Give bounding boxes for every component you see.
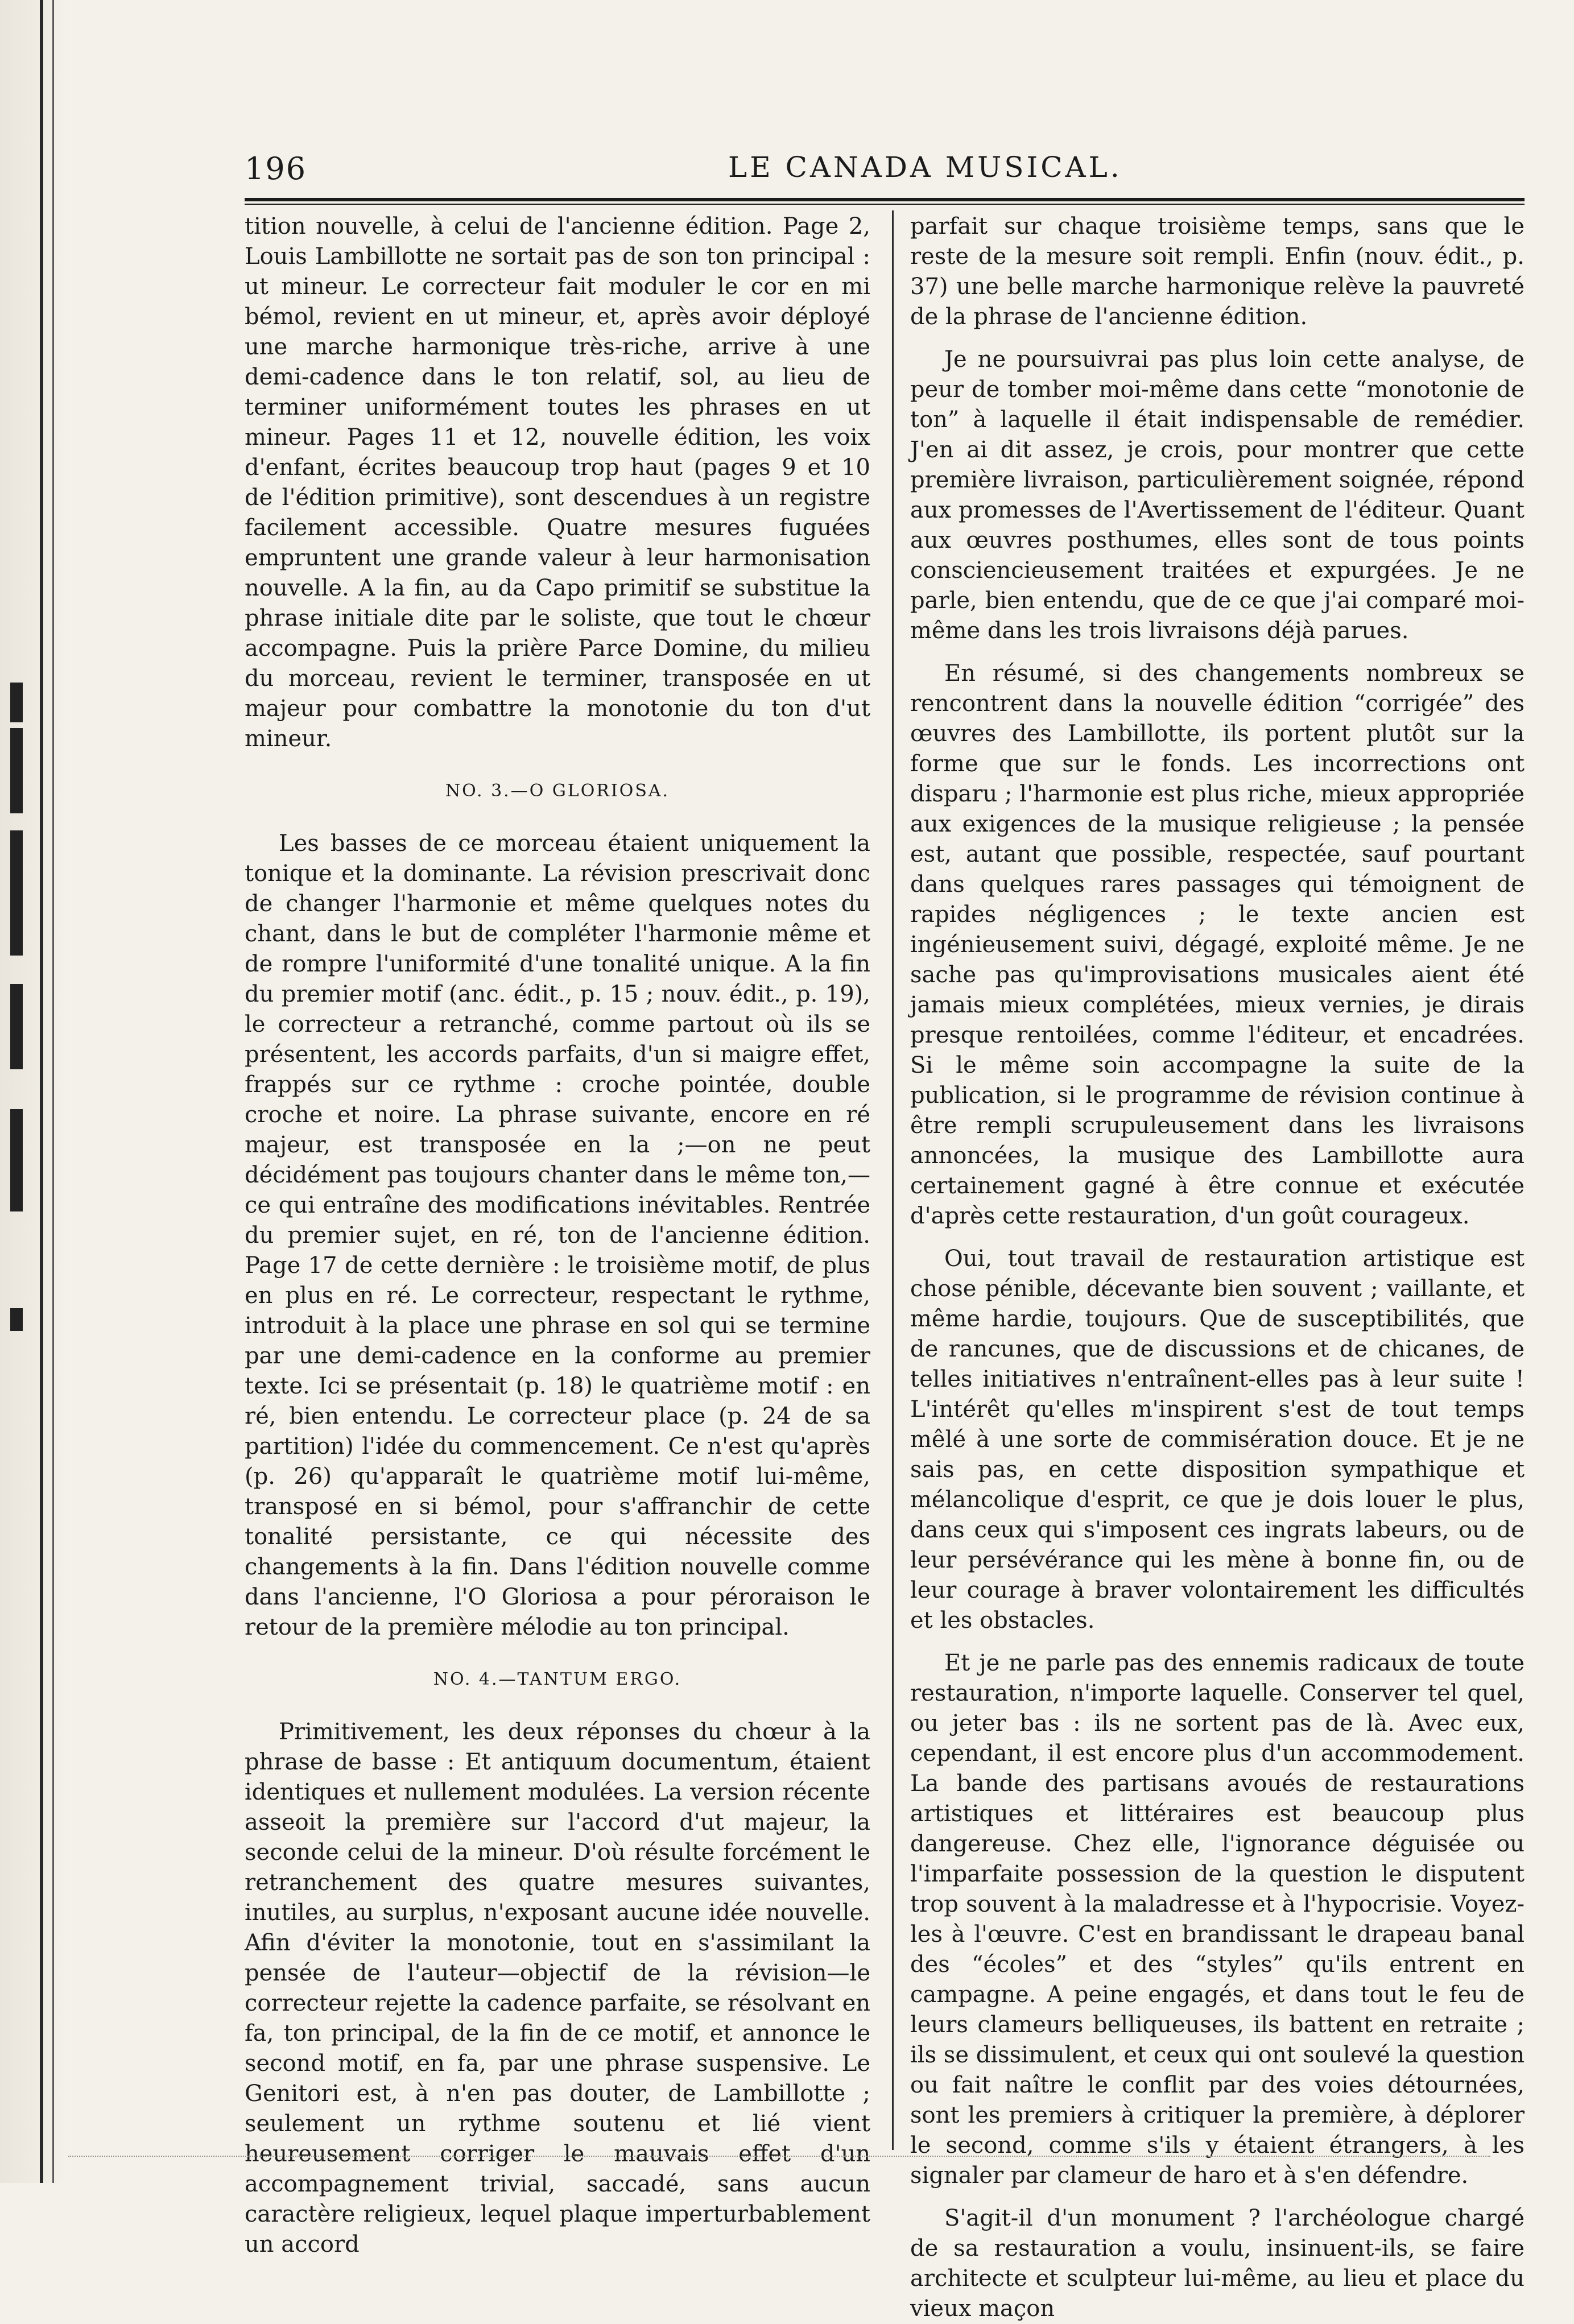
binding-rule: [40, 0, 43, 2183]
paragraph: Oui, tout travail de restauration artistique est chose pénible, décevante bien souvent ; vaillante, et même hardie, toujours. Que de susceptibilités, que de rancunes, que de discussions et de chicanes, de telles initiatives n'entraînent-elles pas à leur suite ! L'intérêt qu'elles m'inspirent s'est de tout temps mêlé à une sorte de commisération douce. Et je ne sais pas, en cette disposition sympathique et mélancolique d'esprit, ce que je dois louer le plus, dans ceux qui s'imposent ces ingrats labeurs, ou de leur persévérance qui les mène à bonne fin, ou de leur courage à braver volontairement les difficultés et les obstacles.: [910, 1246, 1525, 1634]
header-rule-thin: [245, 204, 1525, 205]
section-heading-no3: NO. 3.—O GLORIOSA.: [445, 781, 670, 801]
binding-mark: [10, 984, 23, 1069]
binding-mark: [10, 1308, 23, 1331]
scan-footer-noise: [68, 2156, 1490, 2159]
binding-mark: [10, 683, 23, 722]
page-header: [245, 151, 1525, 191]
section-heading-no4: NO. 4.—TANTUM ERGO.: [433, 1669, 682, 1689]
header-rule: [245, 198, 1525, 201]
paragraph: Et je ne parle pas des ennemis radicaux de toute restauration, n'importe laquelle. Conserver tel quel, ou jeter bas : ils ne sortent pas de là. Avec eux, cependant, il est encore plus d'un accommodement. La bande des partisans avoués de restaurations artistiques et littéraires est beaucoup plus dangereuse. Chez elle, l'ignorance déguisée ou l'imparfaite possession de la question le disputent trop souvent à la maladresse et à l'hypocrisie. Voyez-les à l'œuvre. C'est en brandissant le drapeau banal des “écoles” et des “styles” qu'ils entrent en campagne. A peine engagés, et dans tout le feu de leurs clameurs belliqueuses, ils battent en retraite ; ils se dissimulent, et ceux qui ont soulevé la question ou fait naître le conflit par des voies détournées, sont les premiers à critiquer la première, à déplorer le second, comme s'ils y étaient étrangers, à les signaler par clameur de haro et à s'en défendre.: [910, 1650, 1525, 2189]
binding-mark: [10, 830, 23, 956]
paragraph: En résumé, si des changements nombreux se rencontrent dans la nouvelle édition “corrigée” des œuvres des Lambillotte, ils portent plutôt sur la forme que sur le fonds. Les incorrections ont disparu ; l'harmonie est plus riche, mieux appropriée aux exigences de la musique religieuse ; la pensée est, autant que possible, respectée, sauf pourtant dans quelques rares passages qui témoignent de rapides négligences ; le texte ancien est ingénieusement suivi, dégagé, exploité même. Je ne sache pas qu'improvisations musicales aient été jamais mieux complétées, mieux vernies, je dirais presque rentoilées, comme l'éditeur, et encadrées. Si le même soin accompagne la suite de la publication, si le programme de révision continue à être rempli scrupuleusement dans les livraisons annoncées, la musique des Lambillotte aura certainement gagné à être connue et exécutée d'après cette restauration, d'un goût courageux.: [910, 660, 1525, 1229]
running-title: LE CANADA MUSICAL.: [728, 151, 1122, 184]
right-column: [910, 212, 1525, 2324]
paragraph: Primitivement, les deux réponses du chœur à la phrase de basse : Et antiquum documentum, étaient identiques et nullement modulées. La version récente asseoit la première sur l'accord d'ut majeur, la seconde celui de la mineur. D'où résulte forcément le retranchement des quatre mesures suivantes, inutiles, au surplus, n'exposant aucune idée nouvelle. Afin d'éviter la monotonie, tout en s'assimilant la pensée de l'auteur—objectif de la révision—le correcteur rejette la cadence parfaite, se résolvant en fa, ton principal, de la fin de ce motif, et annonce le second motif, en fa, par une phrase suspensive. Le Genitori est, à n'en pas douter, de Lambillotte ; seulement un rythme soutenu et lié vient heureusement corriger le mauvais effet d'un accompagnement trivial, saccadé, sans aucun caractère religieux, lequel plaque imperturbablement un accord: [245, 1719, 870, 2257]
paragraph: Les basses de ce morceau étaient uniquement la tonique et la dominante. La révision prescrivait donc de changer l'harmonie et même quelques notes du chant, dans le but de compléter l'harmonie même et de rompre l'uniformité d'une tonalité unique. A la fin du premier motif (anc. édit., p. 15 ; nouv. édit., p. 19), le correcteur a retranché, comme partout où ils se présentent, les accords parfaits, d'un si maigre effet, frappés sur ce rythme : croche pointée, double croche et noire. La phrase suivante, encore en ré majeur, est transposée en la ;—on ne peut décidément pas toujours chanter dans le même ton,—ce qui entraîne des modifications inévitables. Rentrée du premier sujet, en ré, ton de l'ancienne édition. Page 17 de cette dernière : le troisième motif, de plus en plus en ré. Le correcteur, respectant le rythme, introduit à la place une phrase en sol qui se termine par une demi-cadence en la conforme au premier texte. Ici se présentait (p. 18) le quatrième motif : en ré, bien entendu. Le correcteur place (p. 24 de sa partition) l'idée du commencement. Ce n'est qu'après (p. 26) qu'apparaît le quatrième motif lui-même, transposé en si bémol, pour s'affranchir de cette tonalité persistante, ce qui nécessite des changements à la fin. Dans l'édition nouvelle comme dans l'ancienne, l'O Gloriosa a pour péroraison le retour de la première mélodie au ton principal.: [245, 830, 870, 1640]
paragraph: Je ne poursuivrai pas plus loin cette analyse, de peur de tomber moi-même dans cette “monotonie de ton” à laquelle il était indispensable de remédier. J'en ai dit assez, je crois, pour montrer que cette première livraison, particulièrement soignée, répond aux promesses de l'Avertissement de l'éditeur. Quant aux œuvres posthumes, elles sont de tous points consciencieusement traitées et expurgées. Je ne parle, bien entendu, que de ce que j'ai comparé moi-même dans les trois livraisons déjà parues.: [910, 346, 1525, 644]
paragraph: tition nouvelle, à celui de l'ancienne édition. Page 2, Louis Lambillotte ne sortait pas de son ton principal : ut mineur. Le correcteur fait moduler le cor en mi bémol, revient en ut mineur, et, après avoir déployé une marche harmonique très-riche, arrive à une demi-cadence dans le ton relatif, sol, au lieu de terminer uniformément toutes les phrases en ut mineur. Pages 11 et 12, nouvelle édition, les voix d'enfant, écrites beaucoup trop haut (pages 9 et 10 de l'édition primitive), sont descendues à un registre facilement accessible. Quatre mesures fuguées empruntent une grande valeur à leur harmonisation nouvelle. A la fin, au da Capo primitif se substitue la phrase initiale dite par le soliste, que tout le chœur accompagne. Puis la prière Parce Domine, du milieu du morceau, revient le terminer, transposée en ut majeur pour combattre la monotonie du ton d'ut mineur.: [245, 213, 870, 752]
scanned-binding-edge: [0, 0, 68, 2183]
binding-rule-thin: [52, 0, 54, 2183]
binding-mark: [10, 1109, 23, 1211]
left-column: [245, 212, 870, 2260]
column-divider: [892, 210, 894, 2150]
binding-mark: [10, 728, 23, 813]
page-number: 196: [245, 151, 307, 187]
paragraph: parfait sur chaque troisième temps, sans que le reste de la mesure soit rempli. Enfin (nouv. édit., p. 37) une belle marche harmonique relève la pauvreté de la phrase de l'ancienne édition.: [910, 213, 1525, 330]
paragraph: S'agit-il d'un monument ? l'archéologue chargé de sa restauration a voulu, insinuent-ils, se faire architecte et sculpteur lui-même, au lieu et place du vieux maçon: [910, 2205, 1525, 2322]
